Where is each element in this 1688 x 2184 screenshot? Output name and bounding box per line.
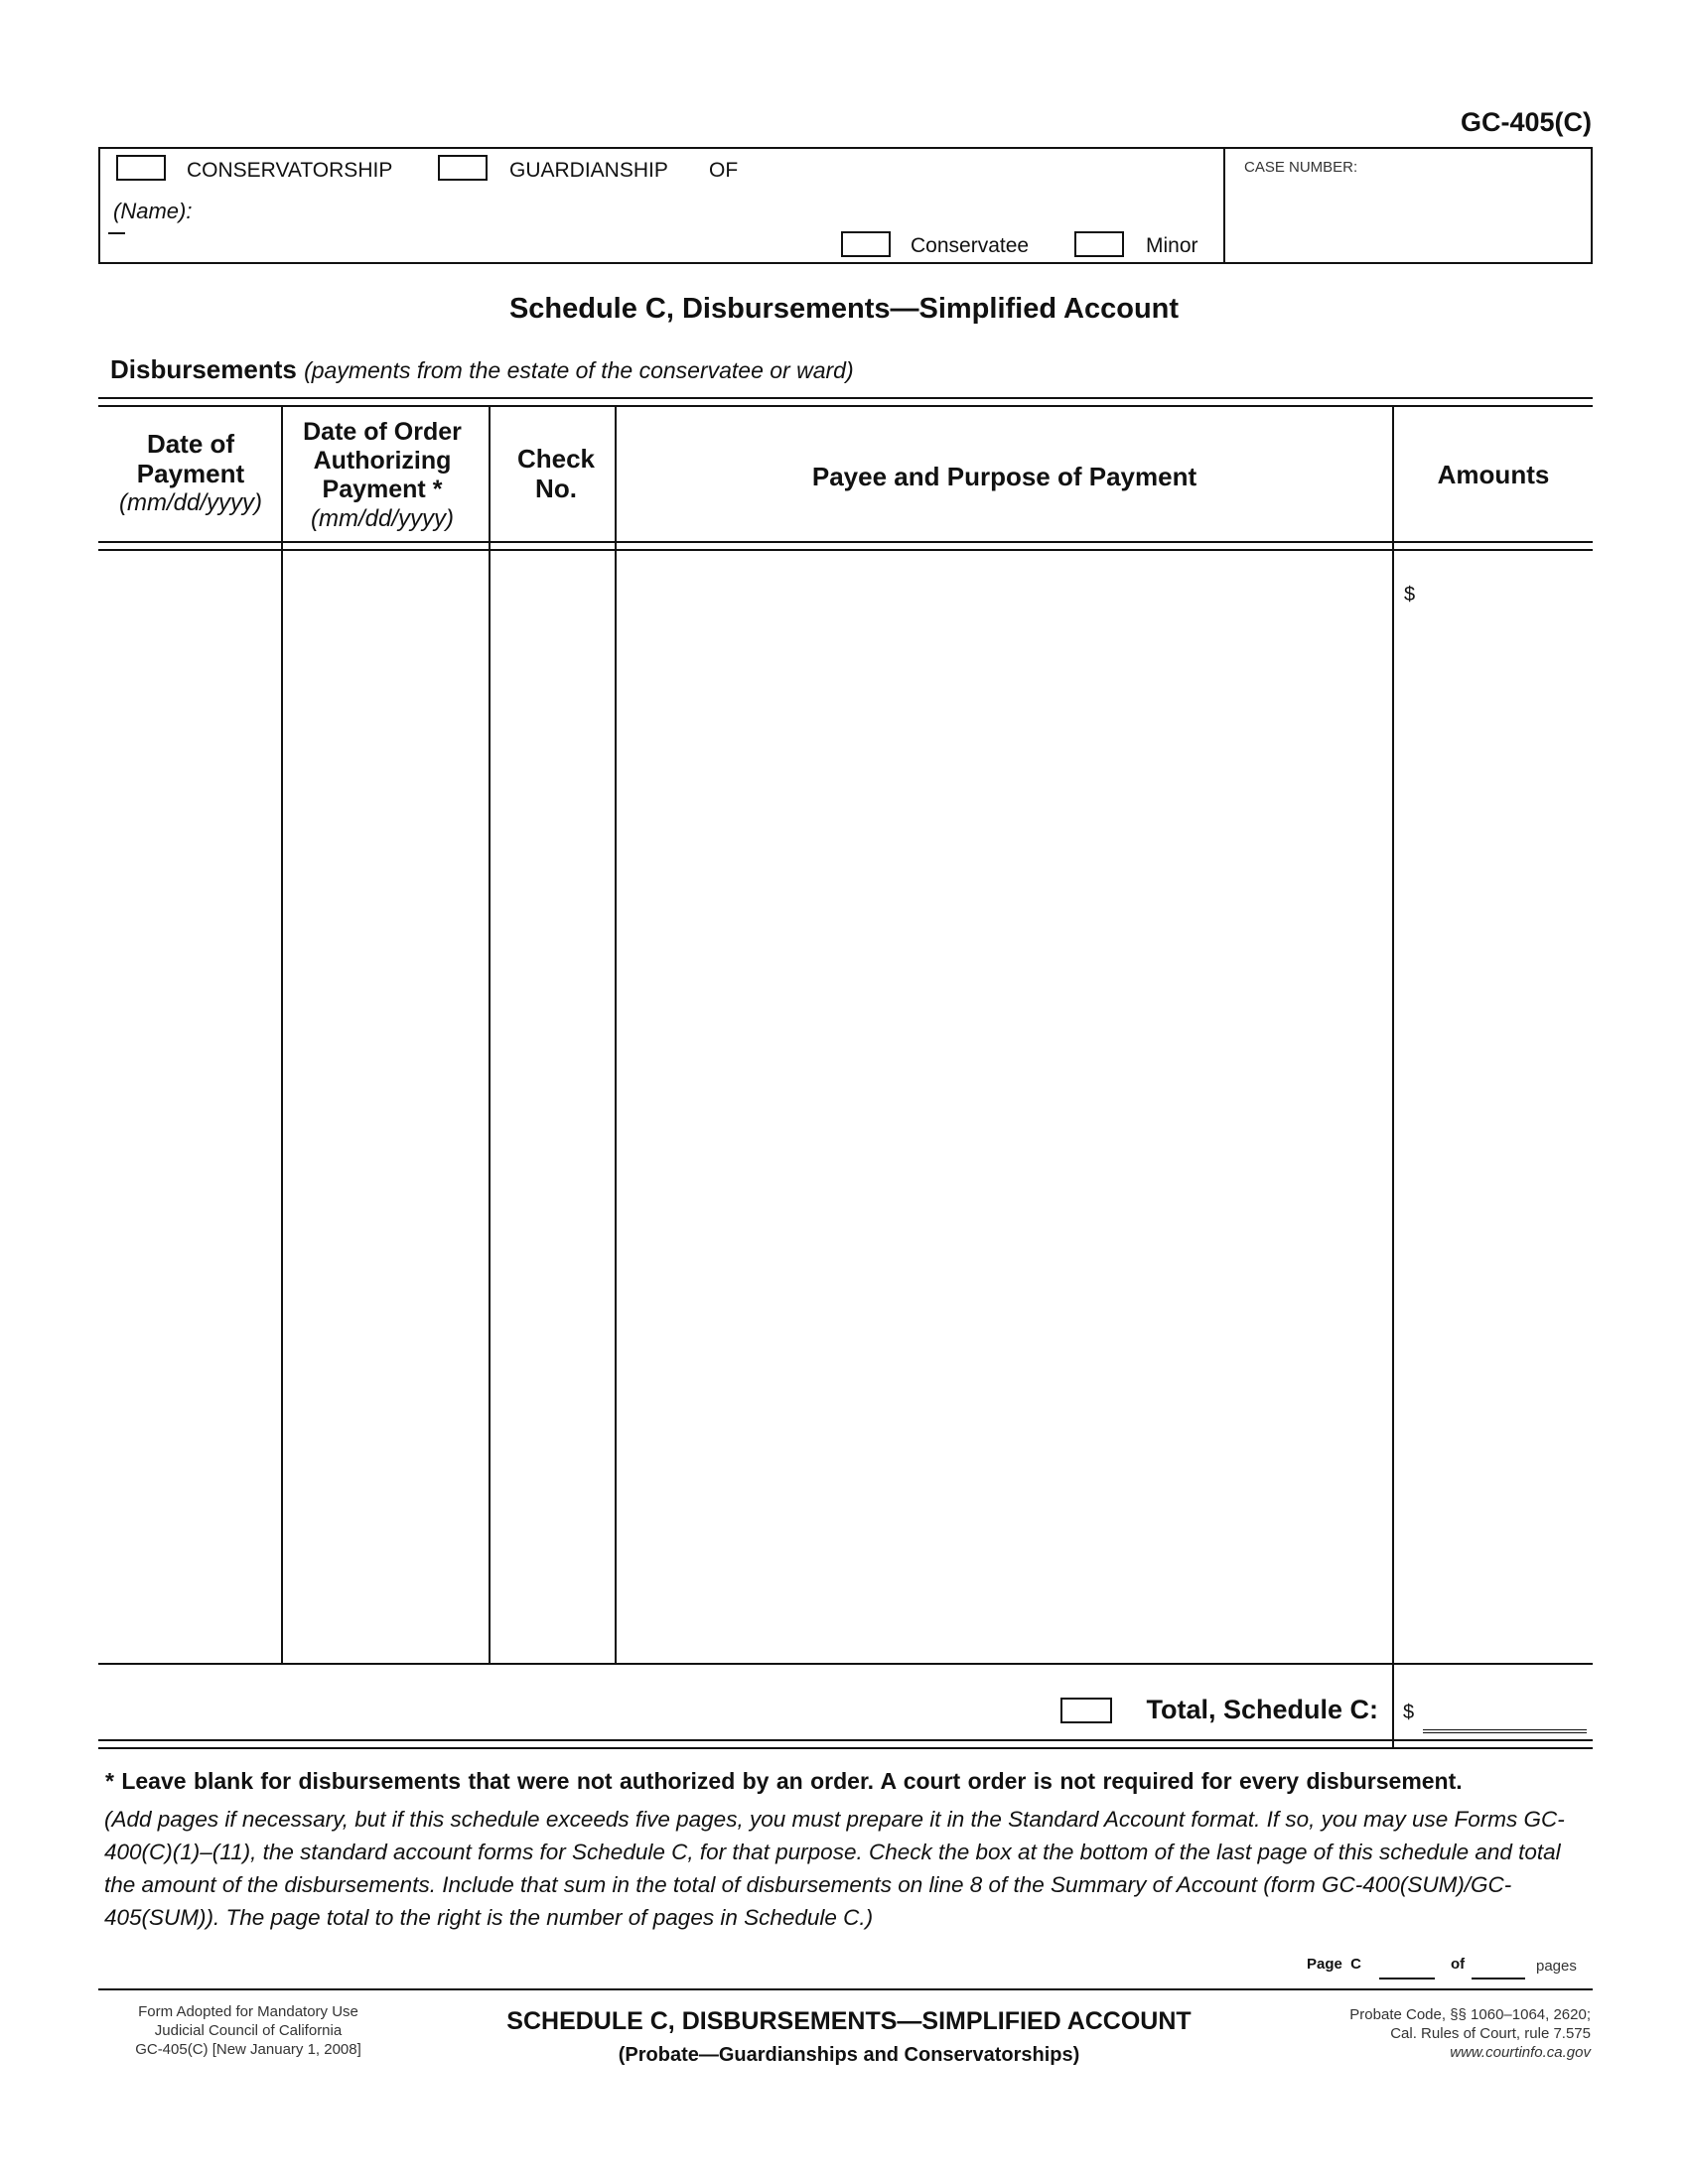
- of-label-pagination: of: [1451, 1956, 1466, 1973]
- section-heading: [110, 354, 854, 385]
- footer-left-line-2: Judicial Council of California: [154, 2022, 343, 2039]
- total-bottom-rule-1: [98, 1739, 1593, 1741]
- instructions-note: (Add pages if necessary, but if this schedule exceeds five pages, you must prepare it in the Standard Account format. If so, you may use Forms GC-400(C)(1)–(11), the standard account forms for Schedule C, for that purpose. Check the box at the bottom of the last page of this schedule and total the amount of the disbursements. Include that sum in the total of disbursements on line 8 of the Summary of Account (form GC-400(SUM)/GC-405(SUM)). The page total to the right is the number of pages in Schedule C.): [104, 1807, 1565, 1930]
- header-bottom-rule-1: [98, 541, 1593, 543]
- column-header-date-of-order-label: Date of Order Authorizing Payment *: [303, 418, 462, 503]
- header-bottom-rule-2: [98, 549, 1593, 551]
- total-currency-symbol: $: [1403, 1702, 1415, 1723]
- column-header-date-of-order: [288, 418, 477, 533]
- of-label: OF: [709, 159, 739, 182]
- column-header-date-of-payment-label: Date of Payment: [136, 429, 245, 488]
- footer-center-title: SCHEDULE C, DISBURSEMENTS—SIMPLIFIED ACCOUNT: [506, 2007, 1192, 2035]
- total-checkbox[interactable]: [1060, 1698, 1112, 1723]
- column-header-date-of-order-sub: (mm/dd/yyyy): [311, 505, 454, 532]
- section-subheading: (payments from the estate of the conservatee or ward): [304, 357, 854, 383]
- column-header-amounts-label: Amounts: [1437, 460, 1550, 489]
- asterisk-note: * Leave blank for disbursements that were not authorized by an order. A court order is not required for every disbursement.: [105, 1768, 1463, 1794]
- column-header-payee: [617, 462, 1392, 491]
- page-number-field[interactable]: [1379, 1954, 1435, 1979]
- case-number-label: CASE NUMBER:: [1244, 159, 1358, 176]
- column-header-amounts: [1394, 460, 1593, 489]
- table-bottom-rule: [98, 1663, 1593, 1665]
- footer-rule: [98, 1988, 1593, 1990]
- conservatee-checkbox[interactable]: [841, 231, 891, 257]
- table-top-rule-2: [98, 405, 1593, 407]
- conservatorship-label: CONSERVATORSHIP: [187, 159, 393, 182]
- total-label: Total, Schedule C:: [1146, 1695, 1378, 1724]
- form-id: GC-405(C): [1460, 107, 1592, 137]
- footer-left-line-1: Form Adopted for Mandatory Use: [138, 2003, 358, 2020]
- name-label: (Name):: [113, 199, 193, 223]
- guardianship-label: GUARDIANSHIP: [509, 159, 668, 182]
- caption-divider: [1223, 149, 1225, 262]
- column-header-date-of-payment-sub: (mm/dd/yyyy): [119, 489, 262, 516]
- page-title: Schedule C, Disbursements—Simplified Account: [508, 293, 1180, 325]
- conservatee-label: Conservatee: [911, 234, 1030, 257]
- total-amount-field[interactable]: [1423, 1694, 1587, 1733]
- minor-label: Minor: [1146, 234, 1198, 257]
- total-pages-field[interactable]: [1472, 1954, 1525, 1979]
- footer-right-line-2: Cal. Rules of Court, rule 7.575: [1390, 2025, 1591, 2042]
- column-header-payee-label: Payee and Purpose of Payment: [811, 462, 1197, 491]
- footer-right-line-3: www.courtinfo.ca.gov: [1450, 2044, 1591, 2061]
- footer-center-subtitle: (Probate—Guardianships and Conservatorships): [618, 2044, 1080, 2066]
- name-field[interactable]: [199, 194, 1211, 225]
- page-label: Page C: [1307, 1956, 1362, 1973]
- amount-currency-symbol: $: [1404, 584, 1416, 606]
- footer-right-line-1: Probate Code, §§ 1060–1064, 2620;: [1349, 2006, 1591, 2023]
- column-header-date-of-payment: [100, 429, 281, 518]
- footer-right: [1273, 2005, 1591, 2062]
- column-header-check-no: [511, 444, 601, 503]
- footer-left-line-3: GC-405(C) [New January 1, 2008]: [135, 2041, 361, 2058]
- guardianship-checkbox[interactable]: [438, 155, 488, 181]
- pages-label: pages: [1536, 1958, 1577, 1975]
- case-number-field[interactable]: [1231, 184, 1584, 255]
- section-heading-bold: Disbursements: [110, 354, 297, 384]
- table-top-rule-1: [98, 397, 1593, 399]
- column-header-check-no-label: Check No.: [516, 444, 596, 503]
- conservatorship-checkbox[interactable]: [116, 155, 166, 181]
- minor-checkbox[interactable]: [1074, 231, 1124, 257]
- caption-tick: [108, 232, 125, 234]
- total-bottom-rule-2: [98, 1747, 1593, 1749]
- table-row[interactable]: [100, 552, 1591, 1662]
- footer-left: [109, 2002, 387, 2059]
